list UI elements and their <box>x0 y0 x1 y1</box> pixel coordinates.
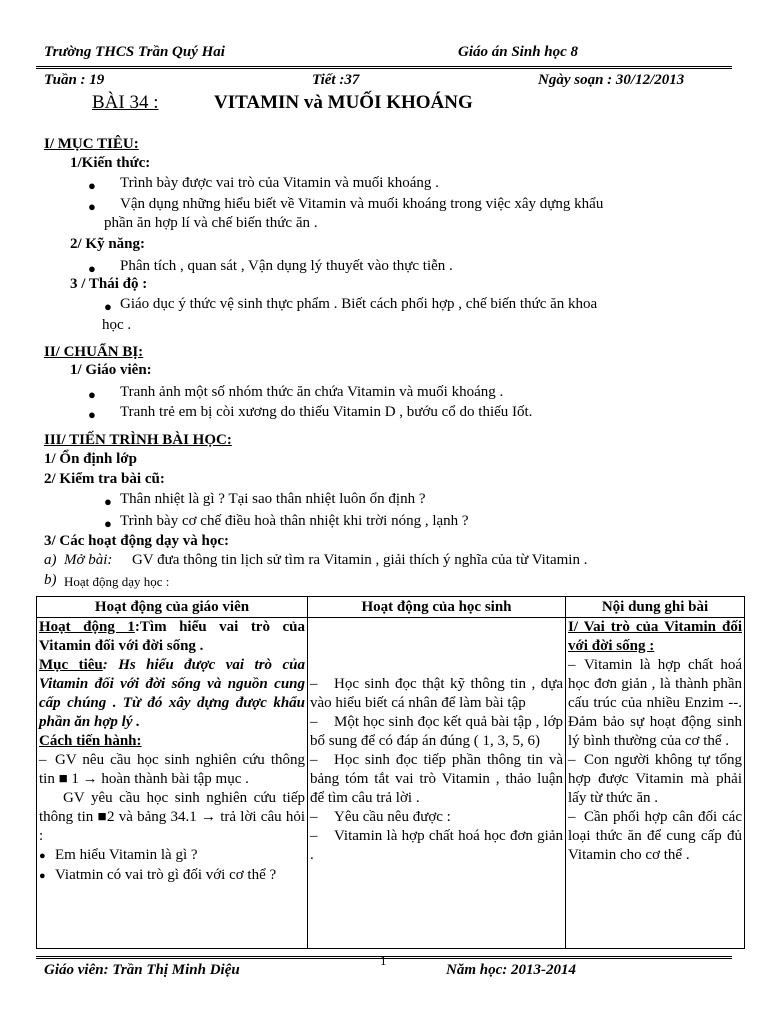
content-section-title: I/ Vai trò của Vitamin đối với đời sống : <box>568 619 742 654</box>
lesson-content-cell <box>566 618 745 949</box>
bullet-icon: ● <box>104 494 112 509</box>
method-label: Cách tiến hành: <box>39 733 142 749</box>
student-response-5: – Vitamin là hợp chất hoá học đơn giản . <box>310 828 563 863</box>
knowledge-item-1: Trình bày được vai trò của Vitamin và muối khoáng . <box>120 175 439 191</box>
bullet-icon: ● <box>88 199 96 214</box>
table-header-content: Nội dung ghi bài <box>566 597 745 618</box>
content-point-1-text: Vitamin là hợp chất hoá học đơn giản , là thành phần cấu trúc của nhiều Enzim --. Đảm bảo sự hoạt động sinh lý bình thường của cơ thể . <box>568 657 742 749</box>
class-setup-heading: 1/ Ổn định lớp <box>44 451 137 467</box>
bullet-icon: ● <box>104 516 112 531</box>
activity-label: b) <box>44 572 57 588</box>
teacher-activity-cell <box>37 618 308 949</box>
goal-block <box>39 656 305 732</box>
date-label: Ngày soạn : 30/12/2013 <box>538 72 685 88</box>
bullet-icon: ● <box>88 407 96 422</box>
knowledge-heading: 1/Kiến thức: <box>70 155 151 171</box>
student-response-3: – Học sinh đọc tiếp phần thông tin và bảng tóm tắt vai trò Vitamin , thảo luận để tìm câu trả lời . <box>310 752 563 806</box>
content-point-2: – Con người không tự tổng hợp được Vitamin mà phải lấy từ thức ăn . <box>568 752 742 806</box>
teacher-question-2: ● Viatmin có vai trò gì đối với cơ thể ? <box>39 867 277 883</box>
student-response-3-text: Học sinh đọc tiếp phần thông tin và bảng tóm tắt vai trò Vitamin , thảo luận để tìm câu trả lời . <box>310 752 563 806</box>
bullet-icon: ● <box>88 178 96 193</box>
footer-teacher: Giáo viên: Trần Thị Minh Diệu <box>44 962 240 978</box>
activities-heading: 3/ Các hoạt động dạy và học: <box>44 533 230 549</box>
footer-school-year: Năm học: 2013-2014 <box>446 962 576 978</box>
student-response-4-text: Yêu cầu nêu được : <box>334 809 451 825</box>
bullet-icon: ● <box>104 299 112 314</box>
bullet-icon: ● <box>88 387 96 402</box>
subject-name: Giáo án Sinh học 8 <box>458 44 579 60</box>
student-cell-spacer <box>310 618 563 675</box>
intro-label: a) <box>44 552 57 568</box>
activity-1-title <box>39 618 305 656</box>
lesson-number: BÀI 34 : <box>92 92 159 113</box>
student-response-4: – Yêu cầu nêu được : <box>310 809 451 825</box>
student-response-1: – Học sinh đọc thật kỹ thông tin , dựa vào hiểu biết cá nhân để làm bài tập <box>310 676 563 711</box>
section-process-heading: III/ TIẾN TRÌNH BÀI HỌC: <box>44 432 232 448</box>
section-preparation-heading: II/ CHUẨN BỊ: <box>44 344 144 360</box>
intro-italic-label: Mở bài: <box>64 552 113 568</box>
review-question-1: Thân nhiệt là gì ? Tại sao thân nhiệt luôn ổn định ? <box>120 491 426 507</box>
content-point-3-text: Cần phối hợp cân đối các loại thức ăn để cung cấp đủ Vitamin cho cơ thể . <box>568 809 742 863</box>
activity-text: Hoạt động dạy học : <box>64 574 170 589</box>
knowledge-item-2-line2: phần ăn hợp lí và chế biến thức ăn . <box>104 215 318 231</box>
header-rule-bottom <box>36 68 732 69</box>
teacher-question-1: ● Em hiểu Vitamin là gì ? <box>39 847 198 863</box>
attitude-item-1-line2: học . <box>102 317 132 333</box>
teacher-prep-heading: 1/ Giáo viên: <box>70 362 152 378</box>
page-number: 1 <box>380 953 387 968</box>
teacher-step-2-text: GV yêu cầu học sinh nghiên cứu tiếp thông tin ■2 và bảng 34.1 → trả lời câu hỏi : <box>39 790 305 844</box>
attitude-item-1-line1: Giáo dục ý thức vệ sinh thực phẩm . Biết cách phối hợp , chế biến thức ăn khoa <box>120 296 598 312</box>
teacher-step-2 <box>39 789 305 846</box>
activity-1-label: Hoạt động 1 <box>39 619 135 635</box>
teacher-step-1-text: GV nêu cầu học sinh nghiên cứu thông tin ■ 1 → hoàn thành bài tập mục . <box>39 752 305 787</box>
section-objectives-heading: I/ MỤC TIÊU: <box>44 136 139 152</box>
review-question-2: Trình bày cơ chế điều hoà thân nhiệt khi trời nóng , lạnh ? <box>120 513 469 529</box>
table-header-student: Hoạt động của học sinh <box>308 597 566 618</box>
school-name: Trường THCS Trần Quý Hai <box>44 44 225 60</box>
knowledge-item-2-line1: Vận dụng những hiểu biết về Vitamin và muối khoáng trong việc xây dựng khẩu <box>120 196 604 212</box>
goal-label: Mục tiêu <box>39 657 103 673</box>
teacher-prep-item-1: Tranh ảnh một số nhóm thức ăn chứa Vitamin và muối khoáng . <box>120 384 504 400</box>
teacher-prep-item-2: Tranh trẻ em bị còi xương do thiếu Vitamin D , bướu cổ do thiếu Iốt. <box>120 404 533 420</box>
activity-table <box>36 596 745 949</box>
student-activity-cell <box>308 618 566 949</box>
teacher-question-1-text: Em hiểu Vitamin là gì ? <box>55 847 198 863</box>
teacher-question-2-text: Viatmin có vai trò gì đối với cơ thể ? <box>55 867 277 883</box>
week-label: Tuần : 19 <box>44 72 105 88</box>
review-heading: 2/ Kiểm tra bài cũ: <box>44 471 165 487</box>
period-label: Tiết :37 <box>312 72 360 88</box>
content-point-1: – Vitamin là hợp chất hoá học đơn giản , là thành phần cấu trúc của nhiều Enzim --. Đảm bảo sự hoạt động sinh lý bình thường của cơ thể . <box>568 657 742 749</box>
table-row <box>37 618 745 949</box>
student-response-5-text: Vitamin là hợp chất hoá học đơn giản . <box>310 828 563 863</box>
table-header-teacher: Hoạt động của giáo viên <box>37 597 308 618</box>
student-response-2: – Một học sinh đọc kết quả bài tập , lớp bổ sung để có đáp án đúng ( 1, 3, 5, 6) <box>310 714 563 749</box>
teacher-step-1: – GV nêu cầu học sinh nghiên cứu thông tin ■ 1 → hoàn thành bài tập mục . <box>39 752 305 787</box>
skills-item-1: Phân tích , quan sát , Vận dụng lý thuyết vào thực tiễn . <box>120 258 453 274</box>
intro-text: GV đưa thông tin lịch sử tìm ra Vitamin , giải thích ý nghĩa của từ Vitamin . <box>132 552 588 568</box>
header-rule-top <box>36 66 732 67</box>
content-point-2-text: Con người không tự tổng hợp được Vitamin mà phải lấy từ thức ăn . <box>568 752 742 806</box>
activity-1-text: :Tìm hiểu vai trò của Vitamin đối với đời sống . <box>39 619 305 654</box>
content-point-3: – Cần phối hợp cân đối các loại thức ăn để cung cấp đủ Vitamin cho cơ thể . <box>568 809 742 863</box>
table-header-row <box>37 597 745 618</box>
student-response-2-text: Một học sinh đọc kết quả bài tập , lớp bổ sung để có đáp án đúng ( 1, 3, 5, 6) <box>310 714 563 749</box>
attitude-heading: 3 / Thái độ : <box>70 276 148 292</box>
lesson-title: VITAMIN và MUỐI KHOÁNG <box>214 92 473 113</box>
bullet-icon: ● <box>88 261 96 276</box>
goal-text: : Hs hiểu được vai trò của Vitamin đối với đời sống và nguồn cung cấp chúng . Từ đó xây dựng được khẩu phần ăn hợp lý . <box>39 657 305 730</box>
skills-heading: 2/ Kỹ năng: <box>70 236 146 252</box>
student-response-1-text: Học sinh đọc thật kỹ thông tin , dựa vào hiểu biết cá nhân để làm bài tập <box>310 676 563 711</box>
